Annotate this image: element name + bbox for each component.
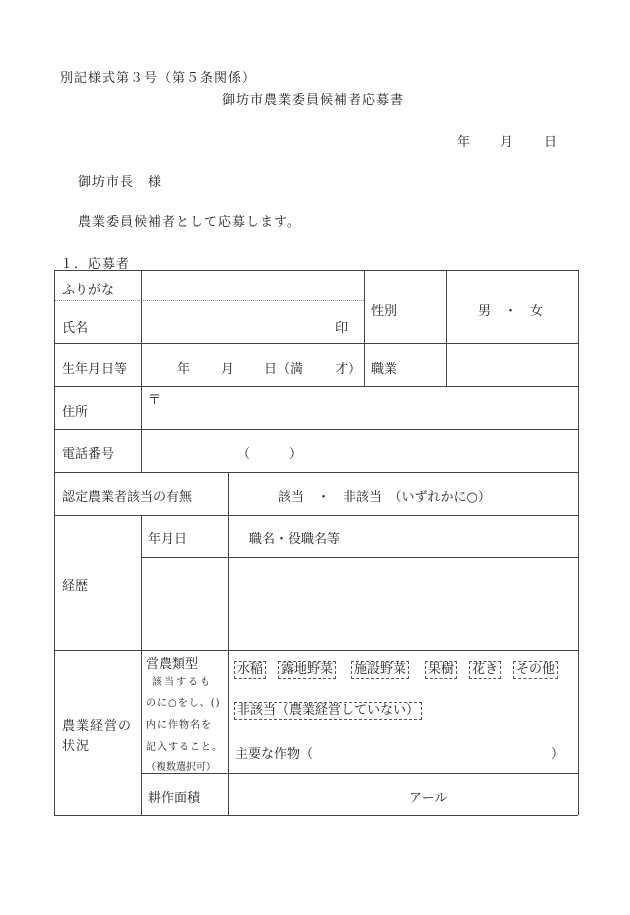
birth-age-label: 才） [335,362,362,377]
occupation-label: 職業 [371,362,398,377]
farm-type-flowers[interactable]: 花き [469,661,501,679]
phone-paren-open: （ [237,447,251,462]
birth-month-label: 月 [221,362,235,377]
farm-type-note-2: のに○をし、() [146,698,221,709]
farm-type-open-field-vegetables[interactable]: 露地野菜 [278,661,336,679]
gender-label: 性別 [371,304,398,319]
gender-options: 男 ・ 女 [478,304,544,319]
farm-type-greenhouse-vegetables[interactable]: 施設野菜 [351,661,409,679]
birth-day-label: 日（満 [264,362,304,377]
farm-type-fruit-trees[interactable]: 果樹 [425,661,457,679]
postal-mark: 〒 [148,393,162,408]
farm-type-note-5: （複数選択可） [146,762,216,773]
career-date-header: 年月日 [148,532,188,547]
addressee: 御坊市長 様 [78,175,163,190]
farm-type-note-4: 記入すること。 [146,742,223,753]
area-label: 耕作面積 [148,791,201,806]
main-crop-label: 主要な作物（ [235,747,314,762]
address-label: 住所 [62,405,89,420]
phone-label: 電話番号 [62,447,115,462]
date-day-label: 日 [544,135,558,150]
main-crop-close: ） [551,747,565,762]
certified-options: 該当 ・ 非該当 （いずれかに○） [278,490,491,505]
birth-year-label: 年 [177,362,191,377]
certified-label: 認定農業者該当の有無 [62,490,193,505]
furigana-label: ふりがな [62,283,115,298]
seal-mark: 印 [335,321,349,336]
form-number: 別記様式第３号（第５条関係） [60,71,257,86]
career-label: 経歴 [62,579,89,594]
farm-type-other[interactable]: その他 [513,661,558,679]
area-unit: アール [409,791,448,806]
date-month-label: 月 [500,135,514,150]
farm-type-rice[interactable]: 水稲 [234,661,266,679]
name-label: 氏名 [62,321,89,336]
career-position-header: 職名・役職名等 [249,532,341,547]
form-title: 御坊市農業委員候補者応募書 [222,93,405,108]
section-heading: １．応募者 [60,257,131,272]
farm-type-label: 営農類型 [146,657,199,672]
not-applicable-option[interactable]: 非該当（農業経営していない） [234,702,422,720]
farm-type-note-3: 内に作物名を [146,720,212,731]
farm-status-label: 農業経営の [62,719,133,734]
farm-type-note-1: 該当するも [152,677,212,688]
farm-status-label-2: 状況 [62,739,91,754]
phone-paren-close: ） [289,447,303,462]
declaration: 農業委員候補者として応募します。 [78,215,301,230]
date-year-label: 年 [457,135,471,150]
birth-label: 生年月日等 [62,362,128,377]
